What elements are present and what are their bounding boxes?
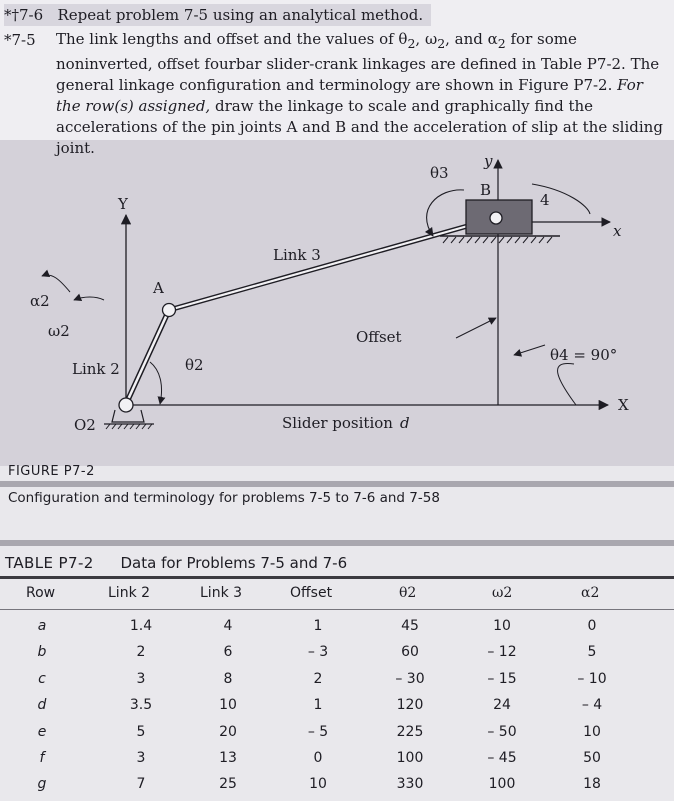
theta2-arc <box>150 362 162 404</box>
row-id: e <box>37 723 47 740</box>
link3-cell: 10 <box>219 697 237 714</box>
alpha2-label: α2 <box>30 292 50 310</box>
link3-label: Link 3 <box>273 246 321 264</box>
header-link3: Link 3 <box>200 585 243 601</box>
theta3-label: θ3 <box>430 164 449 182</box>
alpha2-cell: – 4 <box>581 697 603 714</box>
omega2-cell: – 50 <box>487 723 517 740</box>
table-top-rule <box>0 576 674 579</box>
figure-title: FIGURE P7-2 <box>8 464 95 479</box>
header-alpha2: α2 <box>581 585 600 601</box>
theta4-pointer <box>514 345 545 355</box>
theta2-cell: – 30 <box>395 670 425 687</box>
theta2-label: θ2 <box>185 356 204 374</box>
table-row <box>0 720 674 746</box>
link2-cell: 1.4 <box>129 618 153 634</box>
header-link2: Link 2 <box>108 585 151 601</box>
link2-cell: 3.5 <box>129 697 153 714</box>
table-label: TABLE P7-2 <box>5 554 94 572</box>
local-y-label: y <box>484 152 493 170</box>
offset-cell: 1 <box>313 697 323 714</box>
pin-b <box>490 212 502 224</box>
theta2-cell: 45 <box>401 618 419 634</box>
ground-o2 <box>104 410 154 429</box>
pin-a-label: A <box>153 279 164 297</box>
table-title <box>5 554 347 572</box>
table-header-rule <box>0 609 674 610</box>
figure-rule <box>0 481 674 487</box>
alpha2-arrow <box>42 275 70 292</box>
link2-cell: 2 <box>136 644 146 661</box>
offset-pointer <box>456 318 496 338</box>
table-row <box>0 693 674 719</box>
offset-cell: 1 <box>313 618 323 634</box>
offset-cell: 2 <box>313 670 323 687</box>
theta2-cell: 120 <box>396 697 424 714</box>
theta2-cell: 100 <box>396 750 424 766</box>
link3-cell: 20 <box>219 723 237 740</box>
x-axis-label: X <box>618 396 629 414</box>
table-row <box>0 614 674 640</box>
row-id: d <box>37 697 47 714</box>
link2-cell: 3 <box>136 670 146 687</box>
theta2-cell: 225 <box>396 723 424 740</box>
alpha2-cell: 18 <box>583 776 601 793</box>
link2-cell: 3 <box>136 750 146 766</box>
y-axis-label: Y <box>118 195 128 213</box>
link3-cell: 6 <box>223 644 233 661</box>
link2-cell: 7 <box>136 776 146 793</box>
link2-label: Link 2 <box>72 360 120 378</box>
offset-cell: 10 <box>309 776 327 793</box>
problem-7-6 <box>4 4 431 26</box>
alpha2-cell: 0 <box>587 618 597 634</box>
table-row <box>0 667 674 693</box>
omega2-cell: 10 <box>493 618 511 634</box>
link3-cell: 13 <box>219 750 237 766</box>
slider-crank-diagram <box>0 140 674 466</box>
omega2-cell: – 15 <box>487 670 517 687</box>
alpha2-cell: 10 <box>583 723 601 740</box>
pin-a <box>163 304 176 317</box>
row-id: c <box>38 670 46 687</box>
offset-cell: – 5 <box>307 723 329 740</box>
theta4-arc <box>558 363 576 405</box>
link3-cell: 8 <box>223 670 233 687</box>
slider-position-label: Slider position <box>282 414 393 432</box>
pin-b-label: B <box>480 181 492 199</box>
omega2-label: ω2 <box>48 322 70 340</box>
omega2-arrow <box>74 297 104 300</box>
header-theta2: θ2 <box>399 585 417 601</box>
problem-7-6-number: *†7-6 <box>4 6 44 24</box>
alpha2-cell: 5 <box>587 644 597 661</box>
link3-cell: 4 <box>223 618 233 634</box>
link2-cell: 5 <box>136 723 146 740</box>
table-row <box>0 746 674 772</box>
pin-o2 <box>119 398 133 412</box>
link4-label: 4 <box>540 191 550 209</box>
row-id: a <box>37 618 47 634</box>
offset-label: Offset <box>356 328 402 346</box>
alpha2-cell: – 10 <box>577 670 607 687</box>
theta4-label: θ4 = 90° <box>550 346 618 364</box>
omega2-cell: – 45 <box>487 750 517 766</box>
omega2-cell: – 12 <box>487 644 517 661</box>
slider-d-label: d <box>400 414 410 432</box>
o2-label: O2 <box>74 416 96 434</box>
local-x-label: x <box>613 222 622 240</box>
omega2-cell: 100 <box>488 776 516 793</box>
row-id: b <box>37 644 47 661</box>
problem-7-6-text: Repeat problem 7-5 using an analytical method. <box>57 6 424 24</box>
problem-7-5-text: The link lengths and offset and the values of $\theta_2$, $\omega_2$, and $\alpha_2$ for some noninverted, offset fourbar slider-crank linkages are defined in Table P7-2. The general linkage configuration and terminology are shown in Figure P7-2. For the row(s) assigned, draw the linkage to scale and graphically find the accelerations of the pin joints A and B and the acceleration of slip at the sliding joint. <box>56 30 663 157</box>
problem-7-5-number: *7-5 <box>4 31 36 49</box>
link3-cell: 25 <box>219 776 237 793</box>
header-omega2: ω2 <box>492 585 513 601</box>
table-row <box>0 640 674 666</box>
table-caption: Data for Problems 7-5 and 7-6 <box>120 554 348 572</box>
alpha2-cell: 50 <box>583 750 601 766</box>
omega2-cell: 24 <box>493 697 511 714</box>
figure-caption: Configuration and terminology for problems 7-5 to 7-6 and 7-58 <box>8 490 440 506</box>
table-row <box>0 772 674 798</box>
table-rule <box>0 540 674 546</box>
theta2-cell: 330 <box>396 776 424 793</box>
theta2-cell: 60 <box>401 644 419 661</box>
offset-cell: – 3 <box>307 644 329 661</box>
row-id: f <box>39 750 45 766</box>
offset-cell: 0 <box>313 750 323 766</box>
row-id: g <box>37 776 47 793</box>
header-row: Row <box>26 585 56 601</box>
header-offset: Offset <box>290 585 333 601</box>
